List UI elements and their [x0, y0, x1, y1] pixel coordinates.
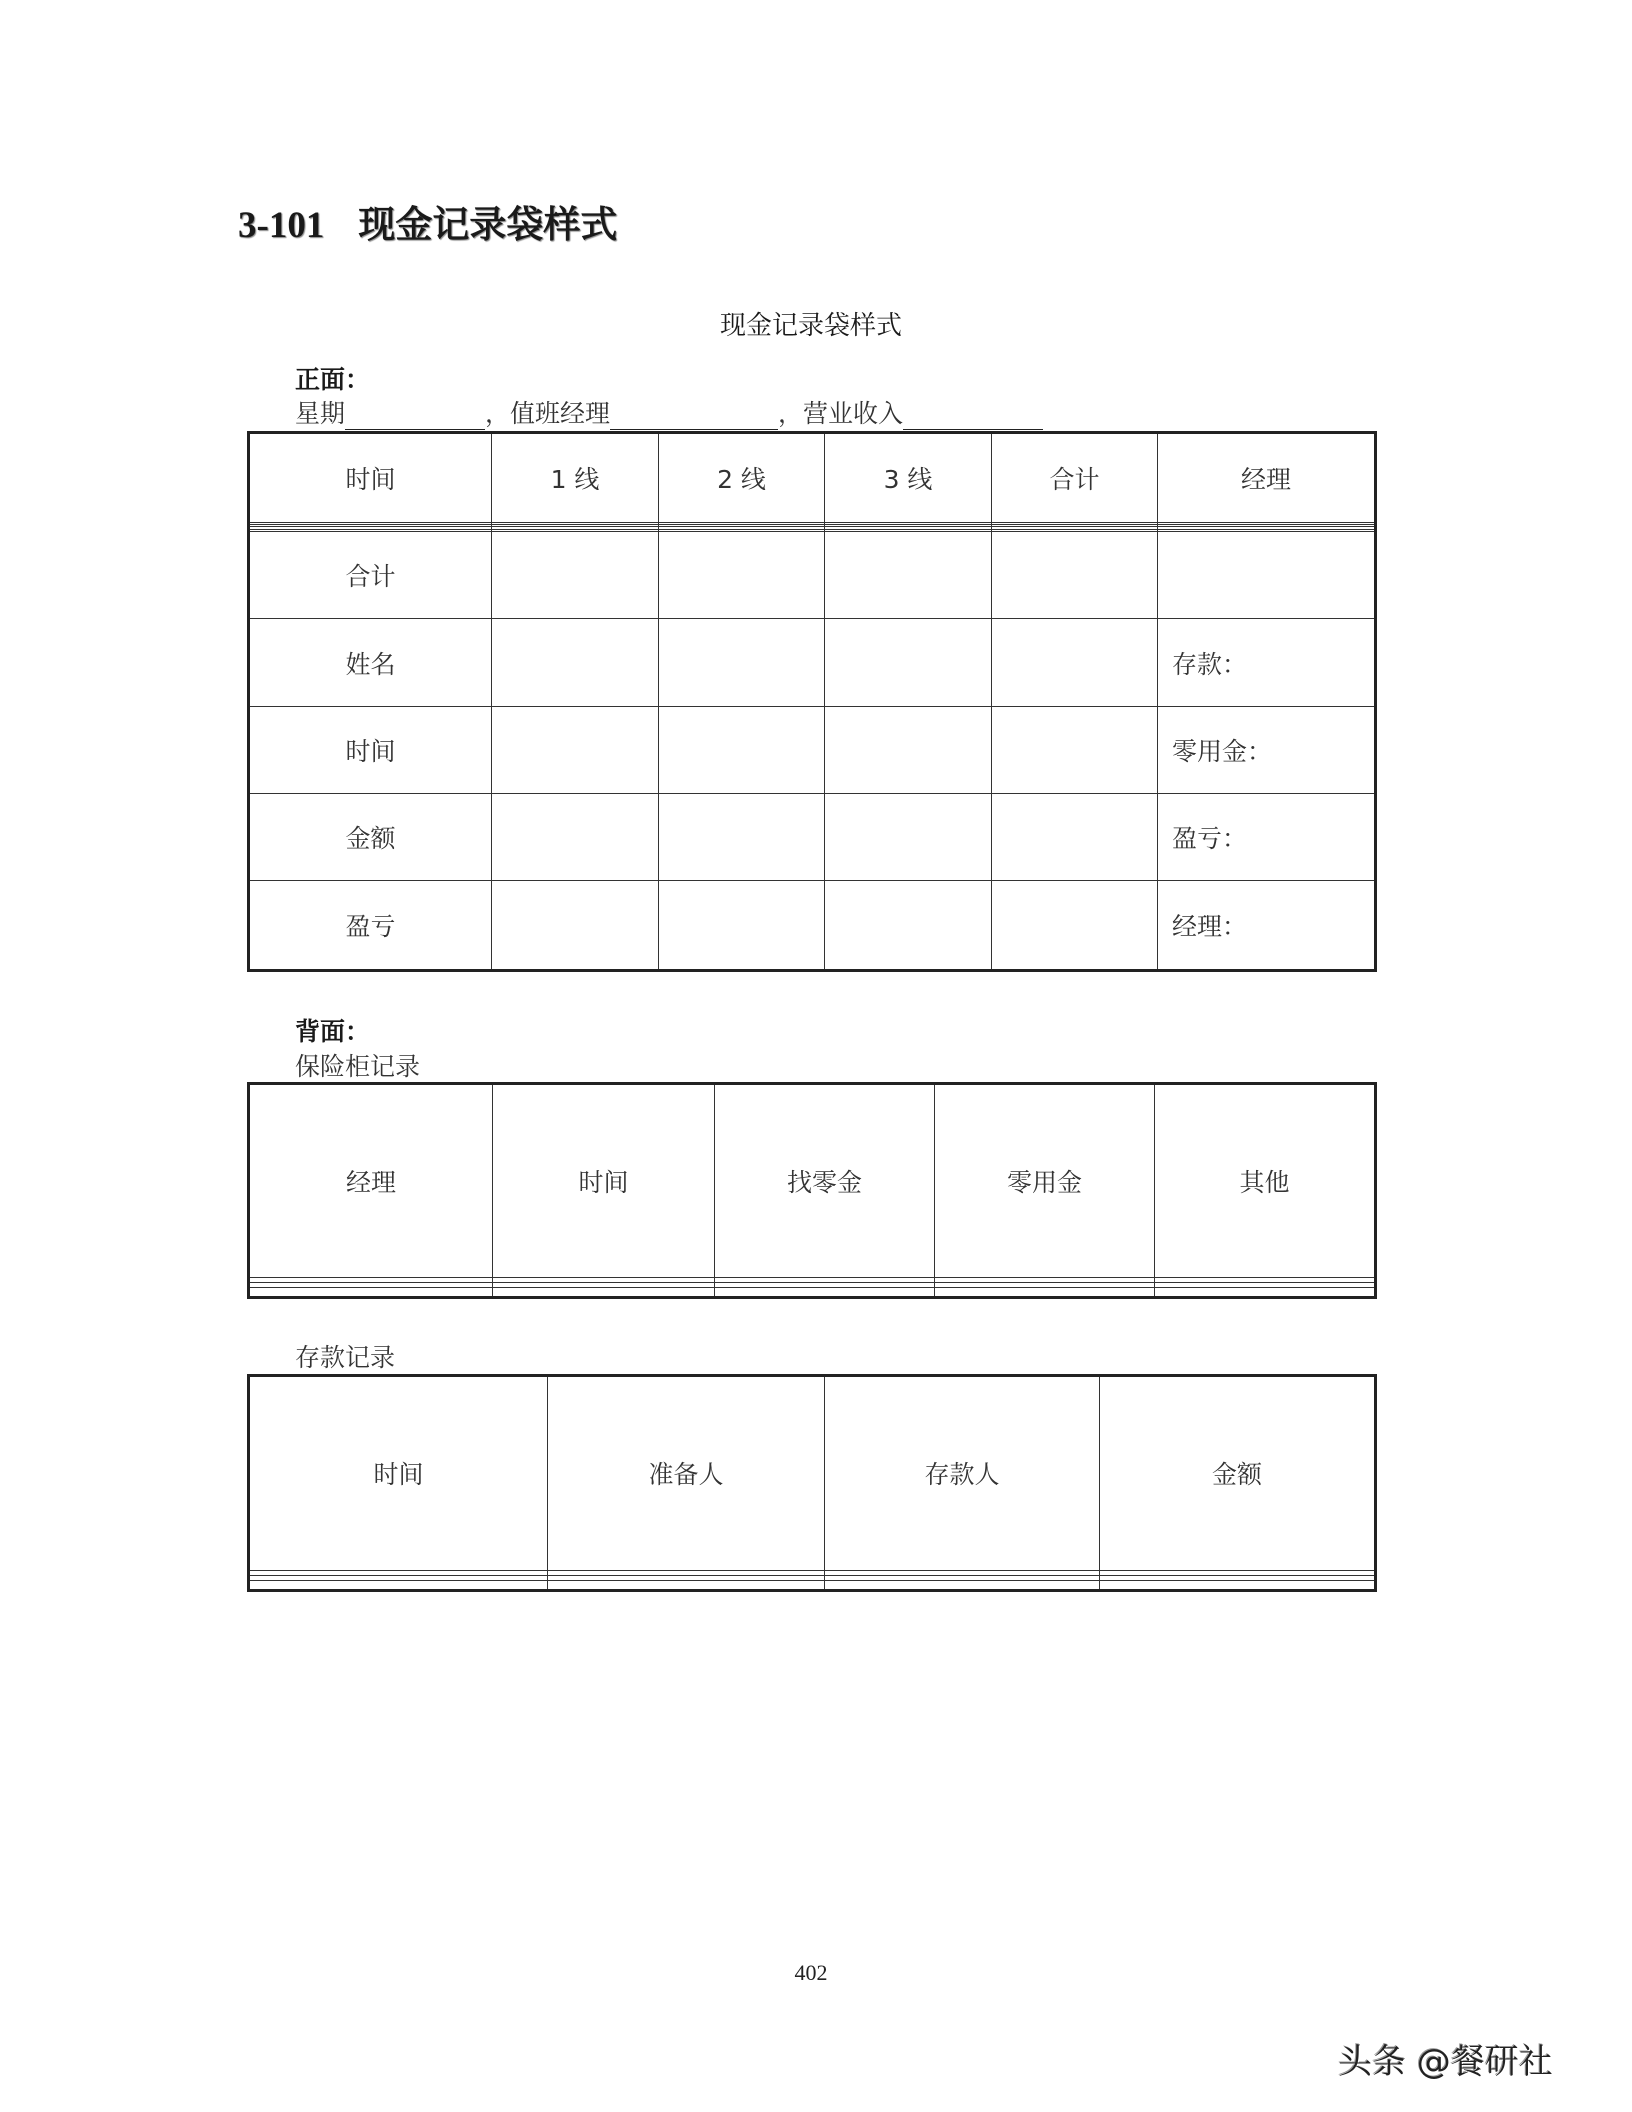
table-cell[interactable] — [492, 619, 659, 706]
header-cell: 准备人 — [548, 1376, 825, 1571]
table-cell[interactable] — [992, 793, 1158, 880]
table-header-row — [249, 1376, 1376, 1571]
header-cell: 时间 — [249, 433, 492, 523]
table-cell[interactable] — [659, 706, 825, 793]
table-cell[interactable] — [492, 881, 659, 971]
row-label: 金额 — [249, 793, 492, 880]
row-label: 合计 — [249, 532, 492, 619]
header-cell: 金额 — [1100, 1376, 1376, 1571]
page-number: 402 — [794, 1960, 828, 1985]
revenue-label: ，营业收入 — [778, 399, 904, 428]
form-subtitle: 现金记录袋样式 — [719, 311, 902, 341]
header-cell: 3 线 — [825, 433, 992, 523]
front-cash-table — [247, 431, 1377, 972]
section-title: 现金记录袋样式 — [358, 205, 618, 246]
table-header-row — [249, 1084, 1376, 1278]
table-cell[interactable] — [659, 619, 825, 706]
table-cell[interactable] — [825, 706, 992, 793]
table-cell[interactable] — [992, 706, 1158, 793]
table-cell[interactable] — [825, 619, 992, 706]
header-cell: 经理 — [249, 1084, 493, 1278]
deposit-record-caption: 存款记录 — [295, 1343, 396, 1372]
table-row-name — [249, 619, 1376, 706]
row-label: 姓名 — [249, 619, 492, 706]
watermark: 头条 @餐研社 — [1338, 2042, 1553, 2082]
table-cell[interactable] — [492, 532, 659, 619]
table-cell[interactable] — [548, 1580, 825, 1590]
table-cell[interactable] — [249, 1580, 548, 1590]
weekday-label: 星期 — [295, 399, 346, 428]
header-cell: 其他 — [1155, 1084, 1376, 1278]
table-row-profit-loss — [249, 881, 1376, 971]
back-heading: 背面： — [295, 1017, 371, 1046]
table-cell[interactable] — [825, 532, 992, 619]
header-cell: 1 线 — [492, 433, 659, 523]
weekday-field[interactable] — [345, 403, 485, 430]
header-cell: 零用金 — [935, 1084, 1155, 1278]
table-cell[interactable] — [659, 793, 825, 880]
header-cell: 时间 — [249, 1376, 548, 1571]
table-cell[interactable] — [825, 881, 992, 971]
table-cell[interactable] — [659, 532, 825, 619]
table-cell[interactable] — [492, 706, 659, 793]
table-header-row — [249, 433, 1376, 523]
header-cell: 合计 — [992, 433, 1158, 523]
header-cell: 经理 — [1158, 433, 1376, 523]
deposit-record-table — [247, 1374, 1377, 1592]
shift-manager-field[interactable] — [610, 403, 778, 430]
deposit-label[interactable]: 存款： — [1158, 619, 1376, 706]
table-cell[interactable] — [249, 1287, 493, 1297]
header-cell: 存款人 — [825, 1376, 1100, 1571]
table-row-total — [249, 532, 1376, 619]
table-cell[interactable] — [659, 881, 825, 971]
safe-record-table — [247, 1082, 1377, 1299]
table-cell[interactable] — [992, 619, 1158, 706]
table-cell[interactable] — [1155, 1287, 1376, 1297]
table-row-amount — [249, 793, 1376, 880]
profit-loss-label[interactable]: 盈亏： — [1158, 793, 1376, 880]
table-cell[interactable] — [825, 793, 992, 880]
front-heading: 正面： — [295, 365, 371, 394]
table-cell[interactable] — [715, 1287, 935, 1297]
shift-manager-label: ，值班经理 — [485, 399, 611, 428]
row-label: 时间 — [249, 706, 492, 793]
table-cell[interactable] — [825, 1580, 1100, 1590]
table-cell[interactable] — [992, 881, 1158, 971]
table-cell[interactable] — [1158, 532, 1376, 619]
front-fields-line — [295, 394, 1043, 430]
header-cell: 时间 — [493, 1084, 715, 1278]
page-title — [238, 194, 617, 248]
petty-cash-label[interactable]: 零用金： — [1158, 706, 1376, 793]
revenue-field[interactable] — [903, 403, 1043, 430]
table-cell[interactable] — [935, 1287, 1155, 1297]
table-cell[interactable] — [992, 532, 1158, 619]
section-number: 3-101 — [238, 205, 325, 246]
manager-sign-label[interactable]: 经理： — [1158, 881, 1376, 971]
header-cell: 找零金 — [715, 1084, 935, 1278]
table-cell[interactable] — [492, 793, 659, 880]
row-label: 盈亏 — [249, 881, 492, 971]
table-cell[interactable] — [1100, 1580, 1376, 1590]
table-cell[interactable] — [493, 1287, 715, 1297]
safe-record-caption: 保险柜记录 — [295, 1052, 421, 1081]
table-row-time — [249, 706, 1376, 793]
table-row — [249, 1580, 1376, 1590]
table-row — [249, 1287, 1376, 1297]
header-cell: 2 线 — [659, 433, 825, 523]
